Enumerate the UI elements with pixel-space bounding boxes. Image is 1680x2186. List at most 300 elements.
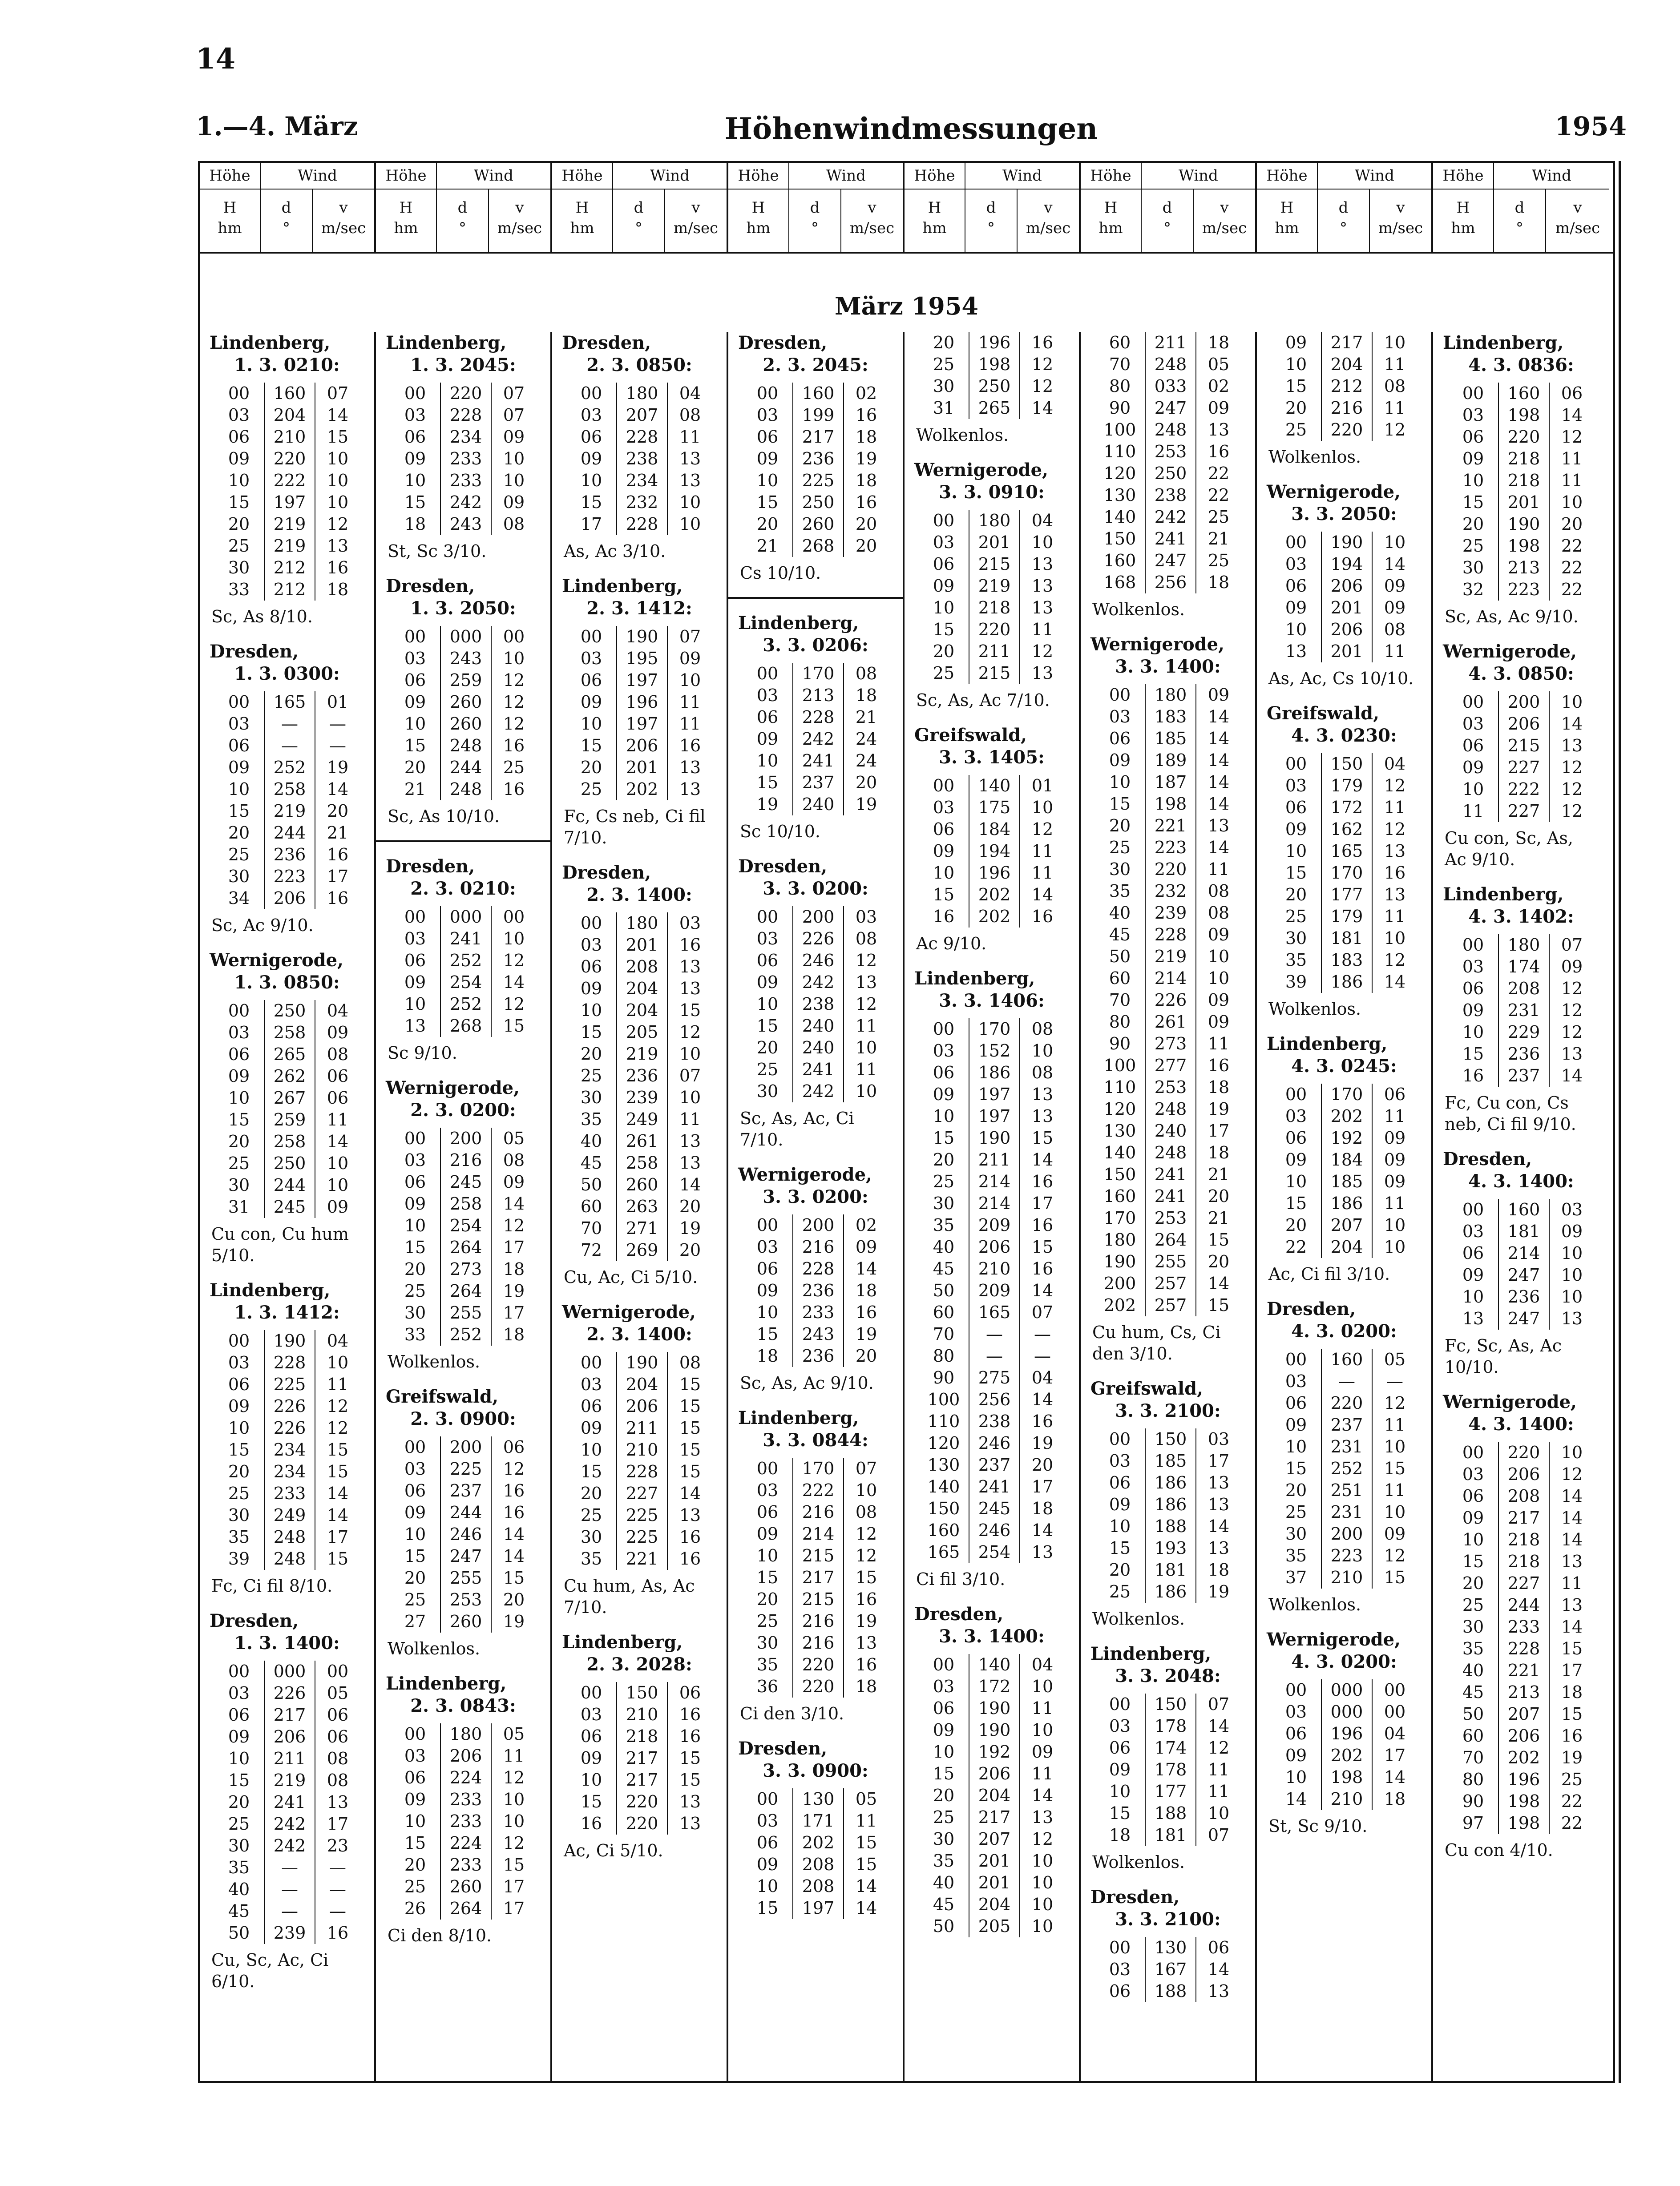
speed-cell: 14	[1561, 1530, 1583, 1549]
direction-cell: 247	[440, 1545, 491, 1567]
table-row	[390, 383, 536, 404]
sounding-datetime: 1. 3. 0850:	[234, 972, 340, 993]
table-row	[566, 648, 712, 670]
table-row	[1095, 1581, 1241, 1603]
table-row	[214, 1483, 360, 1504]
height-cell: 03	[743, 1810, 793, 1832]
height-cell: 200	[1095, 1273, 1145, 1295]
direction-cell: 174	[1498, 956, 1549, 978]
height-cell: 25	[1095, 837, 1145, 859]
ms-unit: m/sec	[1202, 219, 1247, 237]
height-cell: 15	[743, 1015, 793, 1037]
height-cell: 35	[214, 1857, 264, 1879]
height-cell: 00	[743, 663, 793, 685]
direction-cell: 225	[440, 1458, 491, 1480]
speed-cell: 10	[1031, 1041, 1054, 1061]
station-name: Lindenberg,	[386, 1673, 507, 1694]
sounding-block	[1090, 332, 1245, 620]
direction-cell: 187	[1145, 771, 1196, 793]
direction-cell: 234	[264, 1439, 315, 1461]
table-row	[1448, 1442, 1594, 1464]
wind-table	[566, 1352, 712, 1570]
table-row	[1095, 902, 1241, 924]
direction-cell: 220	[969, 619, 1020, 641]
height-cell: 09	[1448, 1507, 1498, 1529]
direction-cell: 212	[1321, 375, 1372, 397]
table-row	[919, 510, 1065, 532]
hoehe-label: Höhe	[1081, 163, 1142, 189]
table-row	[1271, 1371, 1417, 1392]
direction-cell: 178	[1145, 1759, 1196, 1781]
direction-cell: 250	[1145, 463, 1196, 484]
direction-cell: 215	[1498, 735, 1549, 757]
table-row	[919, 819, 1065, 840]
direction-cell: 195	[617, 648, 667, 670]
table-row	[390, 513, 536, 535]
speed-cell: 00	[1384, 1680, 1406, 1700]
speed-cell: 14	[327, 1484, 349, 1503]
degree-unit: °	[635, 219, 642, 237]
speed-cell: 13	[327, 1792, 349, 1812]
speed-cell: —	[329, 1901, 346, 1921]
height-cell: 06	[1448, 1485, 1498, 1507]
direction-cell: 194	[969, 840, 1020, 862]
table-row	[566, 670, 712, 691]
speed-cell: 11	[679, 692, 701, 712]
height-cell: 16	[1448, 1065, 1498, 1087]
speed-cell: 08	[1208, 903, 1230, 923]
height-cell: 97	[1448, 1812, 1498, 1834]
table-row	[214, 735, 360, 757]
height-cell: 10	[390, 470, 440, 492]
height-cell: 40	[1448, 1660, 1498, 1682]
direction-cell: 130	[793, 1788, 844, 1810]
table-row	[1271, 1767, 1417, 1788]
cloud-note: Sc, As, Ac 7/10.	[916, 690, 1050, 710]
height-cell: 150	[1095, 1164, 1145, 1186]
sounding-block	[562, 575, 717, 848]
height-cell: 80	[1095, 375, 1145, 397]
cloud-note: Sc 9/10.	[388, 1043, 457, 1063]
direction-cell: 152	[969, 1040, 1020, 1062]
hm-unit: hm	[746, 219, 771, 237]
height-cell: 100	[1095, 1055, 1145, 1077]
sounding-datetime: 3. 3. 0844:	[763, 1430, 868, 1451]
column-header-group	[728, 163, 905, 252]
speed-cell: 11	[1384, 798, 1406, 817]
table-row	[566, 1109, 712, 1130]
speed-cell: 08	[855, 1502, 877, 1522]
wind-table	[919, 1654, 1065, 1937]
direction-cell: 180	[1145, 684, 1196, 706]
height-cell: 25	[214, 535, 264, 557]
height-cell: 60	[1095, 968, 1145, 989]
direction-cell: 254	[969, 1541, 1020, 1563]
station-name: Dresden,	[210, 641, 299, 662]
direction-cell: 204	[617, 1000, 667, 1021]
speed-cell: 16	[679, 1705, 701, 1724]
speed-cell: 10	[679, 492, 701, 512]
height-cell: 03	[214, 713, 264, 735]
height-cell: 00	[919, 775, 969, 797]
speed-cell: 16	[503, 736, 525, 755]
table-row	[743, 492, 888, 513]
table-row	[566, 1747, 712, 1769]
height-cell: 25	[919, 1171, 969, 1193]
direction-cell: 179	[1321, 775, 1372, 797]
direction-cell: 236	[793, 1345, 844, 1367]
table-row	[743, 928, 888, 950]
direction-cell: 207	[1321, 1214, 1372, 1236]
table-row	[1095, 1295, 1241, 1316]
height-cell: 06	[743, 950, 793, 972]
height-cell: 06	[1448, 978, 1498, 1000]
height-cell: 06	[743, 1258, 793, 1280]
data-column	[1081, 332, 1257, 2081]
table-row	[390, 1811, 536, 1832]
direction-cell: 248	[1145, 419, 1196, 441]
station-name: Greifswald,	[1267, 703, 1380, 724]
speed-cell: 13	[1561, 1595, 1583, 1615]
height-cell: 09	[1448, 448, 1498, 470]
wind-table	[566, 626, 712, 800]
v-label: v	[1044, 199, 1053, 217]
table-row	[743, 950, 888, 972]
speed-cell: 16	[1561, 1726, 1583, 1746]
direction-cell: 257	[1145, 1295, 1196, 1316]
direction-cell: 210	[264, 426, 315, 448]
height-cell: 10	[390, 1811, 440, 1832]
direction-cell: 228	[440, 404, 491, 426]
direction-cell: 225	[617, 1526, 667, 1548]
table-row	[919, 332, 1065, 354]
sounding-block	[210, 1610, 364, 1992]
height-cell: 06	[390, 1171, 440, 1193]
hoehe-label: Höhe	[376, 163, 437, 189]
speed-cell: 13	[1208, 1473, 1230, 1492]
table-row	[1095, 572, 1241, 593]
cloud-note: Ci fil 3/10.	[916, 1569, 1006, 1589]
direction-cell: 264	[440, 1898, 491, 1920]
wind-table	[1271, 532, 1417, 662]
speed-cell: 16	[855, 1655, 877, 1674]
cloud-note: Sc, As 10/10.	[388, 807, 500, 826]
sounding-block	[376, 840, 550, 1064]
speed-cell: 25	[503, 758, 525, 777]
height-cell: 03	[390, 928, 440, 950]
height-cell: 25	[1448, 1594, 1498, 1616]
table-row	[1448, 557, 1594, 579]
table-row	[1448, 383, 1594, 404]
table-row	[919, 1454, 1065, 1476]
table-row	[919, 1040, 1065, 1062]
station-name: Dresden,	[1443, 1149, 1532, 1170]
table-row	[1095, 750, 1241, 771]
direction-cell: 224	[440, 1767, 491, 1789]
speed-cell: 15	[679, 1000, 701, 1020]
height-cell: 15	[1271, 1458, 1321, 1480]
direction-cell: 215	[793, 1545, 844, 1567]
direction-cell: 202	[1321, 1745, 1372, 1767]
speed-cell: 12	[503, 1459, 525, 1479]
speed-cell: 04	[679, 383, 701, 403]
direction-cell: 264	[440, 1280, 491, 1302]
table-row	[743, 513, 888, 535]
sounding-datetime: 4. 3. 1400:	[1468, 1171, 1574, 1192]
speed-cell: 09	[1208, 1012, 1230, 1032]
direction-cell: 220	[793, 1654, 844, 1676]
direction-cell: 236	[793, 448, 844, 470]
table-row	[1095, 1980, 1241, 2002]
cloud-note: Wolkenlos.	[1268, 447, 1361, 467]
speed-cell: 16	[327, 845, 349, 864]
height-cell: 00	[1448, 383, 1498, 404]
speed-cell: 24	[855, 751, 877, 770]
speed-cell: 18	[1208, 573, 1230, 592]
height-cell: 25	[214, 1153, 264, 1174]
height-cell: 30	[743, 1081, 793, 1102]
height-cell: 10	[214, 1087, 264, 1109]
direction-cell: 217	[1321, 332, 1372, 354]
height-cell: 110	[1095, 1077, 1145, 1098]
hm-unit: hm	[922, 219, 947, 237]
wind-table	[1448, 934, 1594, 1087]
table-row	[566, 1682, 712, 1704]
direction-cell: 233	[1498, 1616, 1549, 1638]
direction-cell: 221	[1145, 815, 1196, 837]
direction-cell: 150	[617, 1682, 667, 1704]
direction-cell: 227	[617, 1483, 667, 1504]
direction-cell: 188	[1145, 1980, 1196, 2002]
table-row	[1095, 859, 1241, 880]
table-row	[1271, 1349, 1417, 1371]
direction-cell: 231	[1498, 1000, 1549, 1021]
direction-cell: 208	[1498, 978, 1549, 1000]
table-row	[1448, 956, 1594, 978]
height-cell: 120	[919, 1432, 969, 1454]
speed-cell: 10	[503, 1790, 525, 1809]
height-cell: 180	[1095, 1229, 1145, 1251]
height-cell: 03	[743, 685, 793, 706]
speed-cell: 10	[1384, 1215, 1406, 1235]
height-cell: 03	[214, 404, 264, 426]
table-row	[1095, 528, 1241, 550]
height-cell: 09	[919, 575, 969, 597]
table-row	[1095, 1164, 1241, 1186]
height-cell: 03	[1271, 1701, 1321, 1723]
table-row	[919, 1698, 1065, 1719]
table-row	[743, 728, 888, 750]
direction-cell: 228	[1498, 1638, 1549, 1660]
height-cell: 03	[1095, 1715, 1145, 1737]
speed-cell: 06	[679, 1683, 701, 1702]
direction-cell: 206	[617, 735, 667, 757]
height-cell: 10	[919, 862, 969, 884]
height-cell: 25	[743, 1610, 793, 1632]
hoehe-label: Höhe	[905, 163, 965, 189]
direction-cell: 260	[440, 691, 491, 713]
speed-cell: 13	[1561, 736, 1583, 755]
direction-cell: 186	[1321, 1193, 1372, 1214]
height-cell: 18	[390, 513, 440, 535]
speed-cell: 13	[679, 1131, 701, 1151]
speed-cell: 12	[855, 951, 877, 970]
direction-cell: 219	[969, 575, 1020, 597]
direction-cell: 175	[969, 797, 1020, 819]
table-row	[390, 1302, 536, 1324]
direction-cell: 219	[264, 513, 315, 535]
direction-cell: 246	[969, 1520, 1020, 1541]
direction-cell: 213	[1498, 557, 1549, 579]
wind-table	[1448, 1442, 1594, 1834]
speed-cell: 07	[327, 383, 349, 403]
direction-cell: 196	[1498, 1769, 1549, 1791]
table-row	[214, 1504, 360, 1526]
speed-cell: 04	[1031, 1655, 1054, 1674]
table-row	[390, 648, 536, 670]
table-row	[566, 1352, 712, 1374]
direction-cell: 202	[617, 778, 667, 800]
speed-cell: 13	[679, 979, 701, 998]
speed-cell: 20	[327, 801, 349, 821]
table-row	[390, 928, 536, 950]
speed-cell: 11	[1208, 1760, 1230, 1779]
table-row	[1448, 513, 1594, 535]
height-cell: 03	[919, 1676, 969, 1698]
direction-cell: 206	[969, 1236, 1020, 1258]
speed-cell: 16	[679, 1527, 701, 1547]
table-row	[919, 1105, 1065, 1127]
height-cell: 10	[566, 713, 617, 735]
direction-cell: 196	[1321, 1723, 1372, 1745]
height-cell: 00	[743, 906, 793, 928]
direction-cell: 219	[264, 1770, 315, 1791]
table-row	[214, 822, 360, 844]
speed-cell: 15	[1031, 1237, 1054, 1257]
direction-cell: 204	[617, 978, 667, 1000]
direction-cell: 248	[264, 1548, 315, 1570]
sounding-datetime: 2. 3. 0900:	[410, 1408, 516, 1429]
speed-cell: 17	[503, 1877, 525, 1896]
height-cell: 03	[390, 1745, 440, 1767]
table-row	[1095, 815, 1241, 837]
direction-cell: 244	[1498, 1594, 1549, 1616]
height-cell: 00	[1448, 1199, 1498, 1221]
direction-cell: 268	[793, 535, 844, 557]
height-cell: 80	[1448, 1769, 1498, 1791]
direction-cell: 236	[1498, 1043, 1549, 1065]
table-row	[390, 1589, 536, 1611]
height-cell: 00	[390, 1128, 440, 1149]
height-cell: 20	[566, 1043, 617, 1065]
direction-cell: 204	[264, 404, 315, 426]
table-row	[566, 691, 712, 713]
d-label: d	[1514, 199, 1525, 217]
table-row	[390, 993, 536, 1015]
sounding-datetime: 3. 3. 2048:	[1115, 1666, 1221, 1686]
height-cell: 30	[214, 1504, 264, 1526]
direction-cell: 241	[1145, 1186, 1196, 1207]
table-row	[919, 1214, 1065, 1236]
speed-cell: 12	[503, 951, 525, 970]
table-row	[390, 426, 536, 448]
table-row	[390, 1237, 536, 1258]
wind-table	[1448, 691, 1594, 822]
cloud-note: Cu hum, Cs, Ci den 3/10.	[1092, 1323, 1221, 1363]
direction-cell: 222	[1498, 778, 1549, 800]
speed-cell: 18	[503, 1325, 525, 1344]
table-row	[743, 972, 888, 993]
direction-cell: 237	[440, 1480, 491, 1502]
speed-cell: 14	[1031, 398, 1054, 418]
wind-label: Wind	[650, 167, 690, 185]
height-cell: 15	[919, 1127, 969, 1149]
height-cell: 10	[743, 993, 793, 1015]
direction-cell: 190	[1498, 513, 1549, 535]
table-row	[214, 1439, 360, 1461]
speed-cell: 15	[679, 1748, 701, 1768]
height-cell: 09	[214, 1726, 264, 1748]
table-row	[1448, 1507, 1594, 1529]
height-cell: 10	[1095, 771, 1145, 793]
height-cell: 10	[214, 1748, 264, 1770]
wind-table	[390, 1723, 536, 1920]
speed-cell: 13	[1208, 1538, 1230, 1558]
height-cell: 15	[1271, 375, 1321, 397]
speed-cell: 05	[1384, 1350, 1406, 1369]
sounding-datetime: 2. 3. 0843:	[410, 1695, 516, 1716]
table-row	[214, 492, 360, 513]
table-row	[1095, 1494, 1241, 1516]
wind-table	[1095, 1937, 1241, 2002]
direction-cell: 250	[969, 375, 1020, 397]
height-cell: 09	[566, 448, 617, 470]
direction-cell: 214	[969, 1193, 1020, 1214]
height-cell: 40	[919, 1236, 969, 1258]
station-name: Lindenberg,	[1267, 1033, 1388, 1054]
table-row	[1095, 793, 1241, 815]
hm-unit: hm	[1451, 219, 1475, 237]
table-row	[1095, 550, 1241, 572]
table-row	[1448, 1065, 1594, 1087]
table-row	[1095, 1011, 1241, 1033]
height-cell: 34	[214, 887, 264, 909]
station-name: Lindenberg,	[738, 613, 859, 633]
height-cell: 10	[919, 1105, 969, 1127]
speed-cell: 03	[679, 913, 701, 933]
height-cell: 00	[1271, 532, 1321, 553]
height-cell: 10	[1448, 1529, 1498, 1551]
direction-cell: 237	[793, 772, 844, 794]
wind-table	[743, 663, 888, 815]
speed-cell: 12	[327, 514, 349, 534]
height-cell: 00	[743, 1458, 793, 1480]
height-cell: 20	[743, 1589, 793, 1610]
speed-cell: —	[1034, 1324, 1051, 1344]
speed-cell: 16	[1031, 1412, 1054, 1431]
speed-cell: 20	[855, 1346, 877, 1366]
speed-cell: 08	[855, 929, 877, 948]
direction-cell: 269	[617, 1239, 667, 1261]
direction-cell: 259	[440, 670, 491, 691]
frame-double-rule	[1619, 161, 1621, 2083]
speed-cell: 10	[1208, 968, 1230, 988]
speed-cell: 07	[1031, 1303, 1054, 1322]
height-cell: 90	[1095, 397, 1145, 419]
table-row	[1095, 1186, 1241, 1207]
direction-cell: 207	[617, 404, 667, 426]
direction-cell: 206	[1498, 1725, 1549, 1747]
